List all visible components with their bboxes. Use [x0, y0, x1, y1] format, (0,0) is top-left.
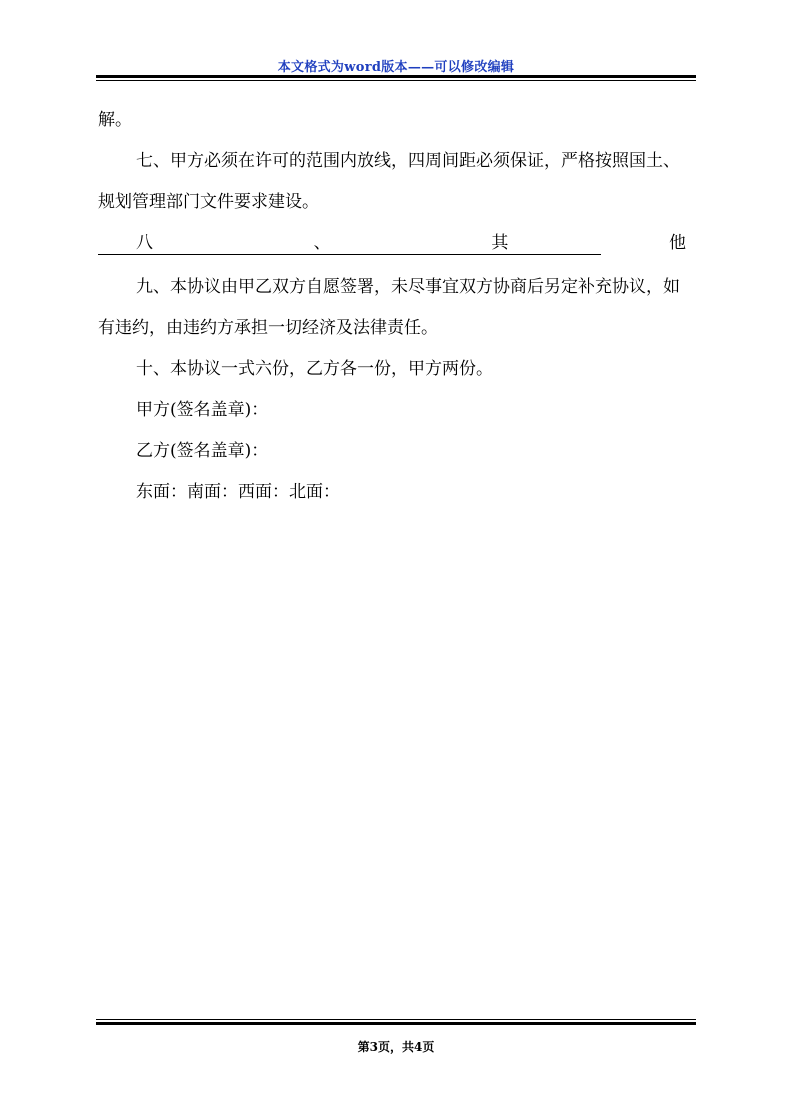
boundaries-line: 东面：南面：西面：北面： — [136, 482, 340, 502]
page-header: 本文格式为word版本——可以修改编辑 — [277, 60, 515, 75]
clause-10: 十、本协议一式六份，乙方各一份，甲方两份。 — [136, 359, 493, 379]
clause-7: 七、甲方必须在许可的范围内放线，四周间距必须保证，严格按照国土、规划管理部门文件要求建设。 — [98, 151, 680, 212]
clause-9: 九、本协议由甲乙双方自愿签署，未尽事宜双方协商后另定补充协议，如有违约，由违约方承担一切经济及法律责任。 — [98, 277, 680, 338]
clause-8-char: 他 — [668, 233, 686, 253]
fill-in-blank-line — [98, 254, 601, 255]
footer-rule-thin — [96, 1019, 696, 1020]
footer-rule-thick — [96, 1022, 696, 1025]
clause-8-char: 、 — [313, 233, 331, 253]
party-a-signature: 甲方(签名盖章)： — [136, 400, 269, 420]
clause-8-char: 其 — [491, 233, 509, 253]
party-b-signature: 乙方(签名盖章)： — [136, 441, 269, 461]
document-body — [98, 100, 692, 513]
header-rule-thick — [96, 75, 696, 78]
continuation-text: 解。 — [98, 110, 132, 130]
header-rule-thin — [96, 80, 696, 81]
clause-8-char: 八 — [136, 233, 153, 253]
clause-8-heading — [98, 223, 692, 264]
page-number: 第3页，共4页 — [357, 1040, 435, 1054]
